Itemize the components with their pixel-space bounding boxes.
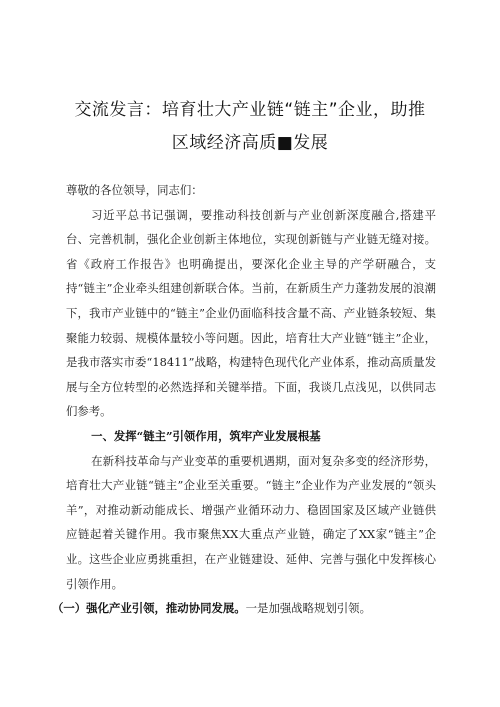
subsection-heading-1: （一）强化产业引领，推动协同发展。 bbox=[52, 601, 246, 616]
salutation: 尊敬的各位领导，同志们： bbox=[66, 183, 203, 197]
subsection-text-1: 一是加强战略规划引领。 bbox=[245, 601, 371, 616]
paragraph-intro: 习近平总书记强调，要推动科技创新与产业创新深度融合,搭建平台、完善机制，强化企业创新主体地位，实现创新链与产业链无缝对接。省《政府工作报告》也明确提出，要深化企业主导的产学研融合，支持“链主”企业牵头组建创新联合体。当前，在新质生产力蓬勃发展的浪潮下，我市产业链中的“链主”企业仍面临科技含量不高、产业链条较短、集聚能力较弱、规模体量较小等问题。因此，培育壮大产业链“链主”企业，是我市落实市委“18411”战略，构建特色现代化产业体系，推动高质量发展与全方位转型的必然选择和关键举措。下面，我谈几点浅见，以供同志们参考。 bbox=[66, 207, 436, 419]
document-title-line-2: 区域经济高质■发展 bbox=[171, 133, 329, 153]
document-title-line-1: 交流发言：培育壮大产业链“链主”企业，助推 bbox=[74, 100, 426, 120]
section-heading-1: 一、发挥“链主”引领作用，筑牢产业发展根基 bbox=[91, 428, 321, 443]
paragraph-section-1: 在新科技革命与产业变革的重要机遇期，面对复杂多变的经济形势，培育壮大产业链“链主”企业至关重要。“链主”企业作为产业发展的“领头羊”，对推动新动能成长、增强产业循环动力、稳固国家及区域产业链供应链起着关键作用。我市聚焦XX大重点产业链，确定了XX家“链主”企业。这些企业应勇挑重担，在产业链建设、延伸、完善与强化中发挥核心引领作用。 bbox=[66, 453, 436, 591]
subsection-1 bbox=[52, 596, 436, 621]
document-body bbox=[52, 178, 436, 621]
